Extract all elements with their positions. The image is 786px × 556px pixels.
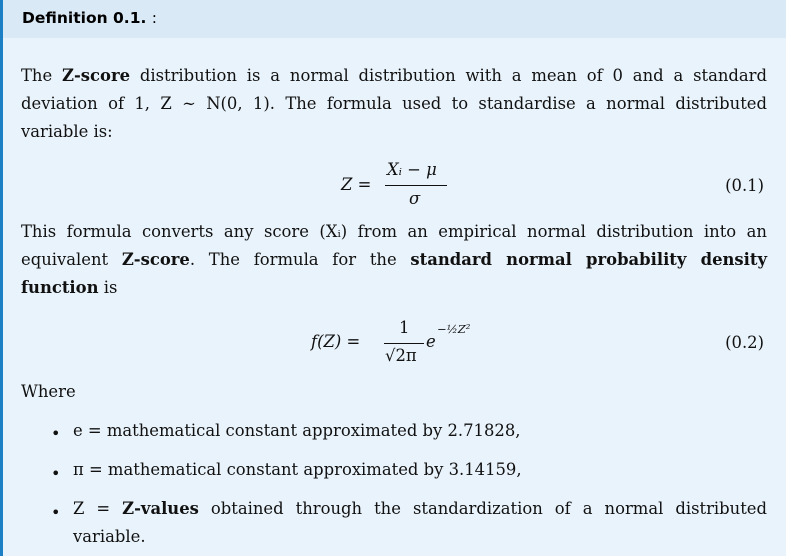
eq2-number: (0.2): [725, 333, 764, 352]
eq2-numerator: 1: [399, 318, 410, 337]
eq2-exponent: −½Z²: [437, 322, 471, 336]
eq1-numerator: Xᵢ − μ: [387, 160, 437, 179]
eq1-denominator: σ: [409, 189, 421, 208]
pdf-term: standard normal probability density: [410, 250, 767, 269]
eq2-denominator: √2π: [385, 346, 417, 365]
definition-separator: :: [151, 9, 158, 27]
para2-text-b: . The formula for the: [189, 250, 411, 269]
para1-line3: variable is:: [21, 122, 113, 141]
bullet3-text-b: obtained through the standardization of a normal distributed: [198, 499, 767, 518]
eq1-lhs: Z =: [341, 175, 372, 194]
para2-line2: [21, 246, 767, 274]
para1-text-a: The: [21, 66, 63, 85]
eq2-fraction-bar: [384, 343, 424, 344]
para2-text-a: equivalent: [21, 250, 122, 269]
definition-label: Definition 0.1.: [22, 9, 147, 27]
zscore-term-2: Z-score: [121, 250, 190, 269]
bullet-text-1: e = mathematical constant approximated by 2.71828,: [73, 421, 521, 440]
bullet-text-2: π = mathematical constant approximated by 3.14159,: [73, 460, 522, 479]
zvalues-term: Z-values: [122, 499, 199, 518]
function-term: function: [21, 278, 99, 297]
bullet3-text-a: Z =: [73, 499, 123, 518]
zscore-term: Z-score: [62, 66, 131, 85]
para1-line2: deviation of 1, Z ∼ N(0, 1). The formula used to standardise a normal distributed: [21, 94, 767, 113]
bullet-text-3: [73, 495, 767, 523]
para1-line1: [21, 62, 767, 90]
bullet-marker-1: •: [51, 424, 61, 443]
bullet-marker-2: •: [51, 464, 61, 483]
definition-header: [3, 0, 786, 38]
definition-title: [22, 9, 157, 27]
para1-text-b: distribution is a normal distribution with a mean of 0 and a standard: [130, 66, 767, 85]
where-label: Where: [21, 382, 76, 401]
para2-text-c: is: [98, 278, 118, 297]
para2-line1: This formula converts any score (Xᵢ) from an empirical normal distribution into an: [21, 222, 767, 241]
eq2-lhs: f(Z) =: [311, 332, 361, 351]
eq2-exp-base: e: [426, 332, 436, 351]
bullet-marker-3: •: [51, 503, 61, 522]
para2-line3: [21, 274, 767, 302]
eq1-number: (0.1): [725, 176, 764, 195]
bullet-text-3-cont: variable.: [73, 527, 146, 546]
eq1-fraction-bar: [385, 185, 447, 186]
